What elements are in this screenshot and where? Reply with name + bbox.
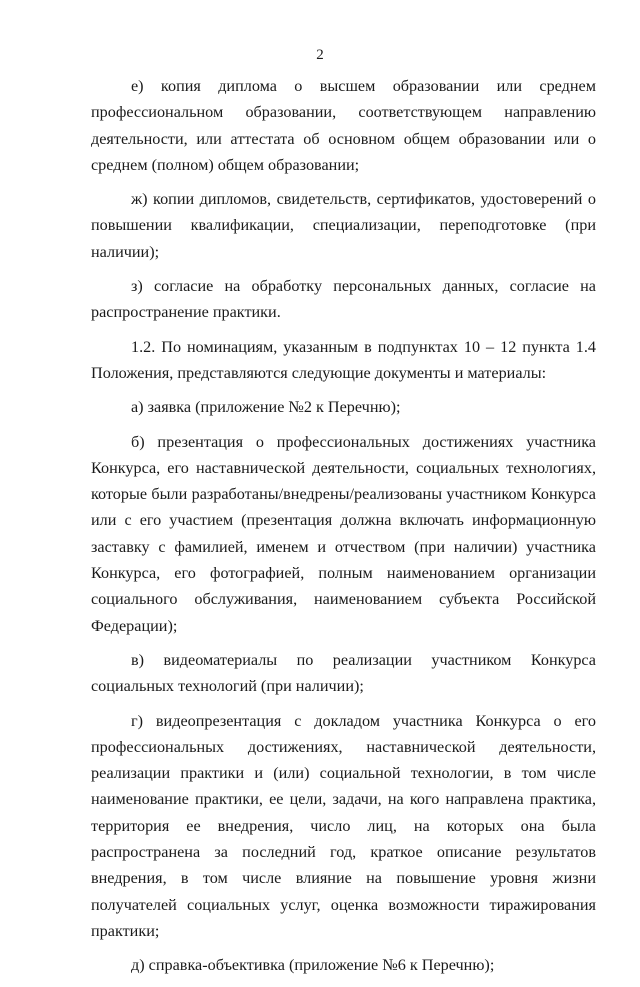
paragraph-item-g: г) видеопрезентация с докладом участника Конкурса о его профессиональных достижениях, наставнической деятельности, реализации практики и (или) социальной технологии, в том числе наименование практики, ее цели, задачи, на кого направлена практика, территория ее внедрения, число лиц, на которых она была распространена за последний год, краткое описание результатов внедрения, в том числе влияние на повышение уровня жизни получателей социальных услуг, оценка возможности тиражирования практики; bbox=[91, 711, 596, 940]
paragraph-item-z: з) согласие на обработку персональных данных, согласие на распространение практики. bbox=[91, 277, 596, 322]
paragraph-item-b: б) презентация о профессиональных достижениях участника Конкурса, его наставнической деятельности, социальных технологиях, которые были разработаны/внедрены/реализованы участником Конкурса или с его участием (презентация должна включать информационную заставку с фамилией, именем и отчеством (при наличии) участника Конкурса, его фотографией, полным наименованием организации социального обслуживания, наименованием субъекта Российской Федерации); bbox=[91, 432, 596, 635]
paragraph-item-d: д) справка-объективка (приложение №6 к Перечню); bbox=[131, 956, 495, 975]
paragraph-section-1-2: 1.2. По номинациям, указанным в подпунктах 10 – 12 пункта 1.4 Положения, представляются следующие документы и материалы: bbox=[91, 337, 596, 382]
paragraph-item-e: е) копия диплома о высшем образовании или среднем профессиональном образовании, соответствующем направлению деятельности, или аттестата об основном общем образовании или о среднем (полном) общем образовании; bbox=[91, 77, 596, 174]
page-number: 2 bbox=[316, 47, 324, 63]
paragraph-item-zh: ж) копии дипломов, свидетельств, сертификатов, удостоверений о повышении квалификации, специализации, переподготовке (при наличии); bbox=[91, 190, 596, 261]
paragraph-item-v: в) видеоматериалы по реализации участником Конкурса социальных технологий (при наличии); bbox=[91, 650, 596, 696]
paragraph-item-a: а) заявка (приложение №2 к Перечню); bbox=[131, 398, 401, 417]
document-body bbox=[91, 73, 596, 987]
